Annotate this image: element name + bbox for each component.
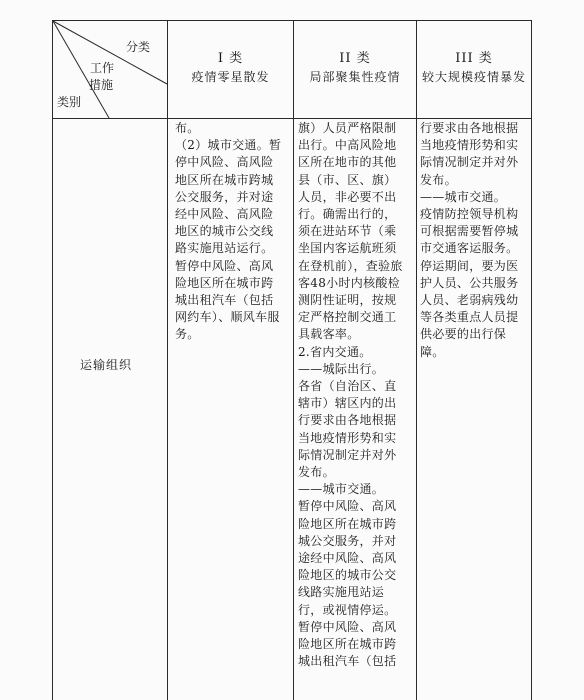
cell-text-line: 坐国内客运航班须 [298, 241, 397, 256]
corner-label-type: 类别 [57, 95, 82, 109]
cell-text-line: 行要求由各地根据 [420, 121, 519, 135]
cell-text-line: 暂停中风险、高风 [298, 619, 397, 634]
cell-text-line: 具载客率。 [298, 327, 360, 342]
cell-text-line: 布。 [175, 121, 200, 135]
corner-label-measures: 措施 [89, 78, 114, 92]
cell-text-line: 险地区的城市公交 [298, 568, 397, 583]
cell-text-line: 2.省内交通。 [298, 344, 372, 359]
cell-text-line: 线路实施甩站运 [298, 585, 385, 600]
cell-text-line: 各省（自治区、直 [298, 379, 397, 394]
cell-text-line: 障。 [420, 344, 445, 359]
cell-text-line: 停运期间，要为医 [420, 258, 519, 273]
cell-text-line: 市交通客运服务。 [420, 241, 519, 256]
cell-text-line: 行要求由各地根据 [298, 413, 397, 428]
column-header-1-roman: I 类 [217, 51, 244, 66]
cell-text-line: 客48小时内核酸检 [298, 275, 400, 290]
cell-text-line: （2）城市交通。暂 [175, 138, 282, 153]
cell-text-line: 定严格控制交通工 [298, 310, 397, 325]
row-label-transport: 运输组织 [80, 358, 133, 372]
column-header-3-roman: III 类 [455, 51, 493, 66]
cell-text-line: 网约车）、顺风车服 [175, 310, 280, 325]
cell-text-line: 人员、老弱病残幼 [420, 293, 519, 308]
cell-text-line: 暂停中风险、高风 [175, 258, 274, 273]
cell-text-line: 务。 [175, 327, 200, 342]
cell-text-line: 疫情防控领导机构 [420, 207, 519, 222]
cell-text-line: 暂停中风险、高风 [298, 499, 397, 514]
column-header-2-roman: II 类 [339, 51, 371, 66]
cell-text-line: 行，或视情停运。 [298, 602, 397, 617]
cell-text-line: 可根据需要暂停城 [420, 224, 519, 239]
cell-text-line: 供必要的出行保 [420, 327, 507, 342]
cell-text-line: 公交服务，并对途 [175, 189, 274, 204]
cell-text-line: ——城际出行。 [298, 361, 385, 376]
cell-text-line: 出行。中高风险地 [298, 138, 397, 153]
cell-text-line: 城公交服务，并对 [298, 533, 397, 548]
column-header-3-subtitle: 较大规模疫情暴发 [421, 70, 526, 84]
cell-text-line: 城出租汽车（包括 [298, 654, 397, 669]
cell-text-line: 等各类重点人员提 [420, 310, 519, 325]
column-header-3 [417, 50, 531, 86]
cell-text-line: 险地区所在城市跨 [298, 637, 397, 652]
cell-col1-text [175, 120, 281, 344]
cell-text-line: 城出租汽车（包括 [175, 293, 274, 308]
cell-text-line: 辖市）辖区内的出 [298, 396, 397, 411]
cell-text-line: 险地区所在城市跨 [175, 275, 274, 290]
cell-text-line: 途经中风险、高风 [298, 551, 397, 566]
column-header-1-subtitle: 疫情零星散发 [191, 70, 270, 84]
cell-text-line: 在登机前），查验旅 [298, 258, 403, 273]
column-header-1 [168, 50, 293, 86]
column-header-2-subtitle: 局部聚集性疫情 [309, 70, 401, 84]
cell-text-line: ——城市交通。 [420, 189, 507, 204]
cell-text-line: 际情况制定并对外 [420, 155, 519, 170]
cell-text-line: 县（市、区、旗） [298, 172, 397, 187]
cell-text-line: 旗）人员严格限制 [298, 121, 397, 135]
corner-label-work: 工作 [90, 61, 115, 75]
cell-text-line: 测阴性证明，按规 [298, 293, 397, 308]
cell-text-line: 人员，非必要不出 [298, 189, 397, 204]
cell-text-line: 当地疫情形势和实 [420, 138, 519, 153]
cell-text-line: 行。确需出行的， [298, 207, 397, 222]
column-header-2 [294, 50, 416, 86]
cell-text-line: 区所在地市的其他 [298, 155, 397, 170]
cell-text-line: 地区的城市公交线 [175, 224, 274, 239]
cell-text-line: 险地区所在城市跨 [298, 516, 397, 531]
cell-text-line: 经中风险、高风险 [175, 207, 274, 222]
cell-text-line: 护人员、公共服务 [420, 275, 519, 290]
cell-text-line: 发布。 [420, 172, 457, 187]
cell-text-line: 须在进站环节（乘 [298, 224, 397, 239]
cell-text-line: 发布。 [298, 465, 335, 480]
cell-col3-text [420, 120, 518, 361]
cell-text-line: 路实施甩站运行。 [175, 241, 274, 256]
corner-label-category: 分类 [126, 40, 151, 54]
cell-text-line: ——城市交通。 [298, 482, 385, 497]
cell-text-line: 当地疫情形势和实 [298, 430, 397, 445]
cell-text-line: 停中风险、高风险 [175, 155, 274, 170]
cell-col2-text [298, 120, 403, 671]
cell-text-line: 地区所在城市跨城 [175, 172, 274, 187]
cell-text-line: 际情况制定并对外 [298, 447, 397, 462]
